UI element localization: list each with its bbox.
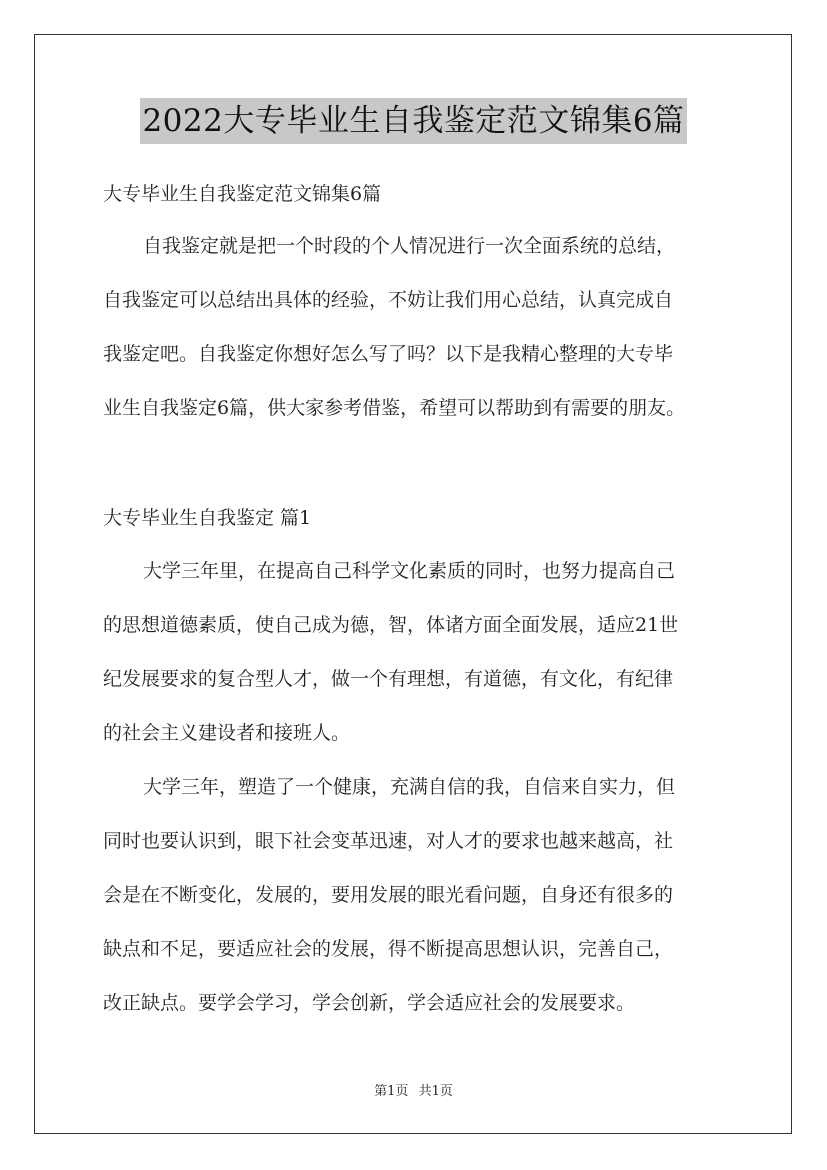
paragraph-line: 缺点和不足，要适应社会的发展，得不断提高思想认识，完善自己， xyxy=(103,938,674,960)
paragraph-line: 的思想道德素质，使自己成为德，智，体诸方面全面发展，适应21世 xyxy=(103,614,679,636)
paragraph-line: 业生自我鉴定6篇，供大家参考借鉴，希望可以帮助到有需要的朋友。 xyxy=(103,397,686,419)
title-container xyxy=(0,98,827,144)
document-title: 2022大专毕业生自我鉴定范文锦集6篇 xyxy=(140,98,686,144)
document-subtitle: 大专毕业生自我鉴定范文锦集6篇 xyxy=(103,183,382,205)
paragraph-line: 自我鉴定可以总结出具体的经验，不妨让我们用心总结，认真完成自 xyxy=(103,289,674,311)
page-total: 共1页 xyxy=(418,1084,453,1099)
paragraph-line: 自我鉴定就是把一个时段的个人情况进行一次全面系统的总结， xyxy=(143,235,676,257)
paragraph-line: 同时也要认识到，眼下社会变革迅速，对人才的要求也越来越高，社 xyxy=(103,830,674,852)
paragraph-line: 会是在不断变化，发展的，要用发展的眼光看问题，自身还有很多的 xyxy=(103,884,674,906)
section-paragraph-1 xyxy=(103,557,743,773)
paragraph-line: 纪发展要求的复合型人才，做一个有理想，有道德，有文化，有纪律 xyxy=(103,668,674,690)
paragraph-line: 大学三年里，在提高自己科学文化素质的同时，也努力提高自己 xyxy=(143,560,676,582)
intro-paragraph xyxy=(103,232,743,448)
paragraph-line: 我鉴定吧。自我鉴定你想好怎么写了吗？以下是我精心整理的大专毕 xyxy=(103,343,674,365)
paragraph-line: 改正缺点。要学会学习，学会创新，学会适应社会的发展要求。 xyxy=(103,992,636,1014)
paragraph-line: 大学三年，塑造了一个健康，充满自信的我，自信来自实力，但 xyxy=(143,776,676,798)
paragraph-line: 的社会主义建设者和接班人。 xyxy=(103,722,351,744)
page-number: 第1页 xyxy=(374,1084,409,1099)
section-heading: 大专毕业生自我鉴定 篇1 xyxy=(103,507,312,529)
page-footer xyxy=(0,1083,827,1101)
section-paragraph-2 xyxy=(103,773,743,1043)
